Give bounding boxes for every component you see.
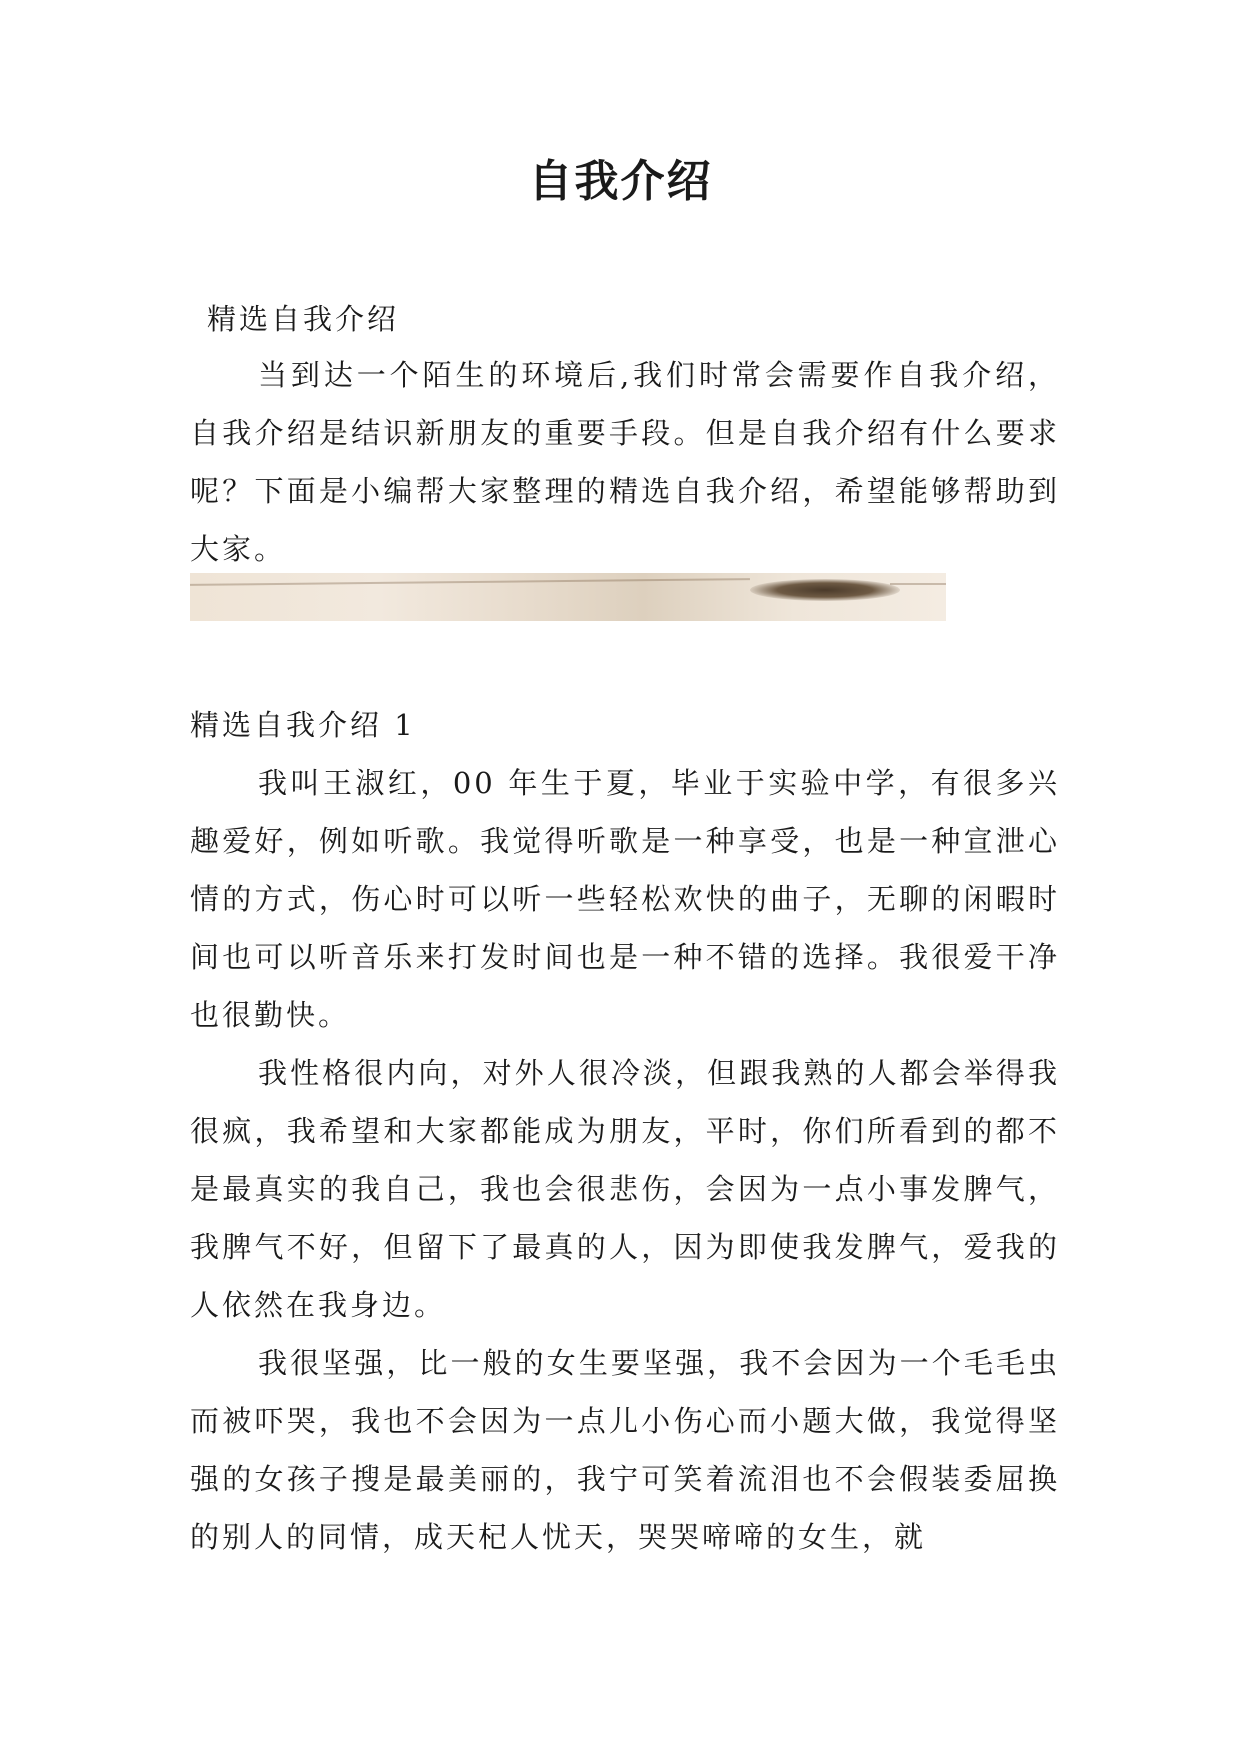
- section-heading: [190, 696, 1060, 754]
- banner-book-shape: [750, 579, 900, 601]
- banner-image: [190, 573, 946, 621]
- body-paragraph: 我性格很内向，对外人很冷淡，但跟我熟的人都会举得我很疯，我希望和大家都能成为朋友，平时，你们所看到的都不是最真实的我自己，我也会很悲伤，会因为一点小事发脾气，我脾气不好，但留下了最真的人，因为即使我发脾气，爱我的人依然在我身边。: [190, 1056, 1060, 1322]
- body-paragraph: 我很坚强，比一般的女生要坚强，我不会因为一个毛毛虫而被吓哭，我也不会因为一点儿小伤心而小题大做，我觉得坚强的女孩子搜是最美丽的，我宁可笑着流泪也不会假装委屈换的别人的同情，成天杞人忧天，哭哭啼啼的女生，就: [190, 1346, 1060, 1554]
- section-heading-text: 精选自我介绍 1: [190, 708, 416, 742]
- section-body: [190, 754, 1060, 1566]
- banner-decoration-line: [190, 578, 750, 586]
- body-paragraph: 我叫王淑红，00 年生于夏，毕业于实验中学，有很多兴趣爱好，例如听歌。我觉得听歌是一种享受，也是一种宣泄心情的方式，伤心时可以听一些轻松欢快的曲子，无聊的闲暇时间也可以听音乐来打发时间也是一种不错的选择。我很爱干净也很勤快。: [190, 766, 1060, 1032]
- page-title: 自我介绍: [528, 156, 713, 207]
- intro-heading-text: 精选自我介绍: [207, 302, 400, 336]
- intro-section: [190, 346, 1060, 578]
- intro-paragraph: 当到达一个陌生的环境后,我们时常会需要作自我介绍，自我介绍是结识新朋友的重要手段。但是自我介绍有什么要求呢？下面是小编帮大家整理的精选自我介绍，希望能够帮助到大家。: [190, 358, 1060, 566]
- intro-heading: [207, 290, 1077, 348]
- banner-decoration-line: [890, 583, 946, 585]
